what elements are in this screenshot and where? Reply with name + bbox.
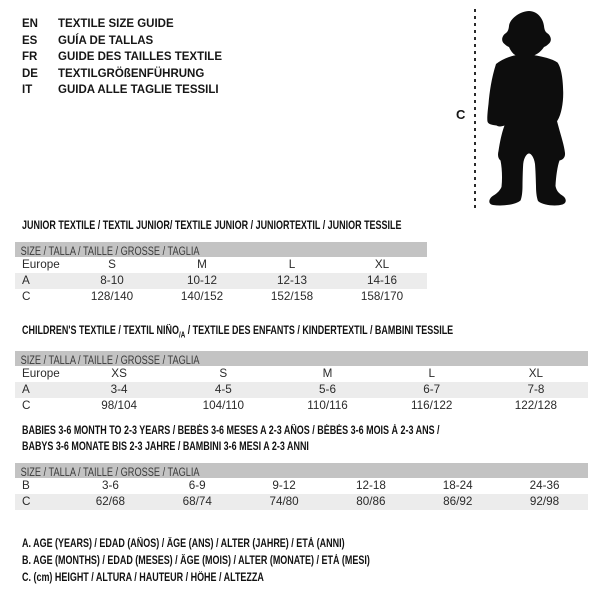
table-cell: 116/122: [411, 399, 453, 413]
size-section: [15, 218, 508, 305]
language-row: [22, 82, 222, 99]
section-title-text: JUNIOR TEXTILE / TEXTIL JUNIOR/ TEXTILE JUNIOR / JUNIORTEXTIL / JUNIOR TESSILE: [22, 220, 402, 232]
table-row: [15, 478, 588, 494]
language-code: FR: [22, 51, 38, 64]
section-title: [22, 439, 463, 455]
table-cell: 140/152: [180, 290, 224, 303]
table-cell: 3-6: [101, 479, 119, 492]
language-code: ES: [22, 34, 38, 47]
language-label: GUIDA ALLE TAGLIE TESSILI: [58, 84, 219, 97]
table-cell: 98/104: [101, 399, 137, 413]
language-label: TEXTILE SIZE GUIDE: [58, 18, 174, 30]
table-cell: 62/68: [95, 495, 126, 508]
table-cell: 74/80: [269, 495, 299, 508]
table-cell: 7-8: [527, 383, 545, 397]
table-cell: 14-16: [367, 274, 397, 287]
table-cell: 10-12: [187, 274, 217, 287]
footnote-line: B. AGE (MONTHS) / EDAD (MESES) / ÂGE (MOIS) / ALTER (MONATE) / ETÀ (MESI): [22, 555, 370, 568]
size-table: [15, 463, 588, 510]
table-cell: 152/158: [270, 290, 314, 303]
language-label: GUIDE DES TAILLES TEXTILE: [58, 51, 222, 64]
height-measure-label: C: [456, 107, 466, 122]
table-cell: 6-9: [188, 479, 206, 492]
table-cell: 6-7: [423, 383, 441, 397]
section-title-text: /A: [178, 330, 186, 340]
table-row: [15, 398, 588, 414]
table-cell: L: [428, 367, 435, 381]
section-title-text: BABYS 3-6 MONATE BIS 2-3 JAHRE / BAMBINI 3-6 MESI A 2-3 ANNI: [22, 441, 309, 453]
table-row: [15, 289, 427, 305]
table-row: [15, 257, 427, 273]
table-cell: S: [108, 258, 116, 271]
language-row: [22, 16, 222, 33]
language-code: EN: [22, 18, 38, 30]
size-table-header: [15, 351, 588, 366]
table-cell: 80/86: [356, 495, 386, 508]
section-title-text: / TEXTILE DES ENFANTS / KINDERTEXTIL / BAMBINI TESSILE: [185, 325, 454, 337]
language-label: TEXTILGRÖßENFÜHRUNG: [58, 67, 205, 80]
footnote-line: A. AGE (YEARS) / EDAD (AÑOS) / ÂGE (ANS) / ALTER (JAHRE) / ETÀ (ANNI): [22, 538, 345, 550]
table-cell: 3-4: [110, 383, 128, 397]
size-table: [15, 351, 588, 414]
table-row: [15, 494, 588, 510]
table-cell: 4-5: [214, 383, 232, 397]
table-cell: 8-10: [100, 274, 124, 287]
footnote-line: C. (cm) HEIGHT / ALTURA / HAUTEUR / HÖHE / ALTEZZA: [22, 572, 264, 585]
table-cell: 68/74: [182, 495, 212, 508]
table-cell: 18-24: [442, 479, 473, 492]
row-label: Europe: [22, 258, 60, 271]
table-cell: 86/92: [443, 495, 473, 508]
row-label: B: [22, 479, 30, 492]
row-label: C: [22, 399, 31, 413]
language-label: GUÍA DE TALLAS: [58, 34, 154, 47]
language-row: [22, 49, 222, 66]
table-cell: 104/110: [202, 399, 244, 413]
table-cell: 5-6: [319, 383, 336, 397]
row-label: A: [22, 383, 30, 397]
footnotes: [15, 536, 468, 588]
language-list: [22, 16, 222, 99]
table-cell: M: [322, 367, 333, 381]
row-label: C: [22, 290, 31, 303]
table-row: [15, 382, 588, 398]
table-cell: L: [288, 258, 296, 271]
section-title: [22, 423, 463, 439]
section-title: [22, 218, 401, 234]
row-label: Europe: [22, 367, 60, 381]
size-table-header-text: SIZE / TALLA / TAILLE / GRÖSSE / TAGLIA: [20, 467, 200, 478]
height-measure-dashed-line: [474, 9, 476, 210]
row-label: A: [22, 274, 30, 287]
size-section: [15, 323, 588, 414]
table-cell: 158/170: [360, 290, 404, 303]
table-cell: 110/116: [307, 399, 348, 413]
table-cell: 92/98: [529, 495, 560, 508]
size-table-header: [15, 242, 427, 257]
table-cell: 122/128: [514, 399, 558, 413]
table-cell: XL: [528, 367, 544, 381]
table-cell: XL: [374, 258, 390, 271]
size-table-header-text: SIZE / TALLA / TAILLE / GRÖSSE / TAGLIA: [20, 246, 200, 257]
table-row: [15, 273, 427, 289]
table-cell: XS: [111, 367, 127, 381]
size-table-header-text: SIZE / TALLA / TAILLE / GRÖSSE / TAGLIA: [20, 355, 200, 367]
table-cell: 128/140: [90, 290, 134, 303]
section-title-text: BABIES 3-6 MONTH TO 2-3 YEARS / BEBÉS 3-6 MESES A 2-3 AÑOS / BÉBÉS 3-6 MOIS À 2-3 ANS /: [22, 425, 440, 437]
table-cell: 9-12: [272, 479, 296, 492]
table-cell: M: [197, 258, 207, 271]
language-code: DE: [22, 67, 38, 80]
table-row: [15, 366, 588, 382]
language-row: [22, 33, 222, 50]
table-cell: 12-13: [277, 274, 307, 287]
language-code: IT: [22, 84, 33, 97]
table-cell: 24-36: [529, 479, 560, 492]
language-row: [22, 66, 222, 83]
row-label: C: [22, 495, 31, 508]
size-table: [15, 242, 427, 305]
size-section: [15, 423, 588, 510]
section-title: [22, 323, 463, 343]
baby-silhouette-icon: [479, 6, 571, 212]
table-cell: 12-18: [355, 479, 386, 492]
size-table-header: [15, 463, 588, 478]
section-title-text: CHILDREN'S TEXTILE / TEXTIL NIÑO: [22, 325, 179, 337]
table-cell: S: [219, 367, 228, 381]
